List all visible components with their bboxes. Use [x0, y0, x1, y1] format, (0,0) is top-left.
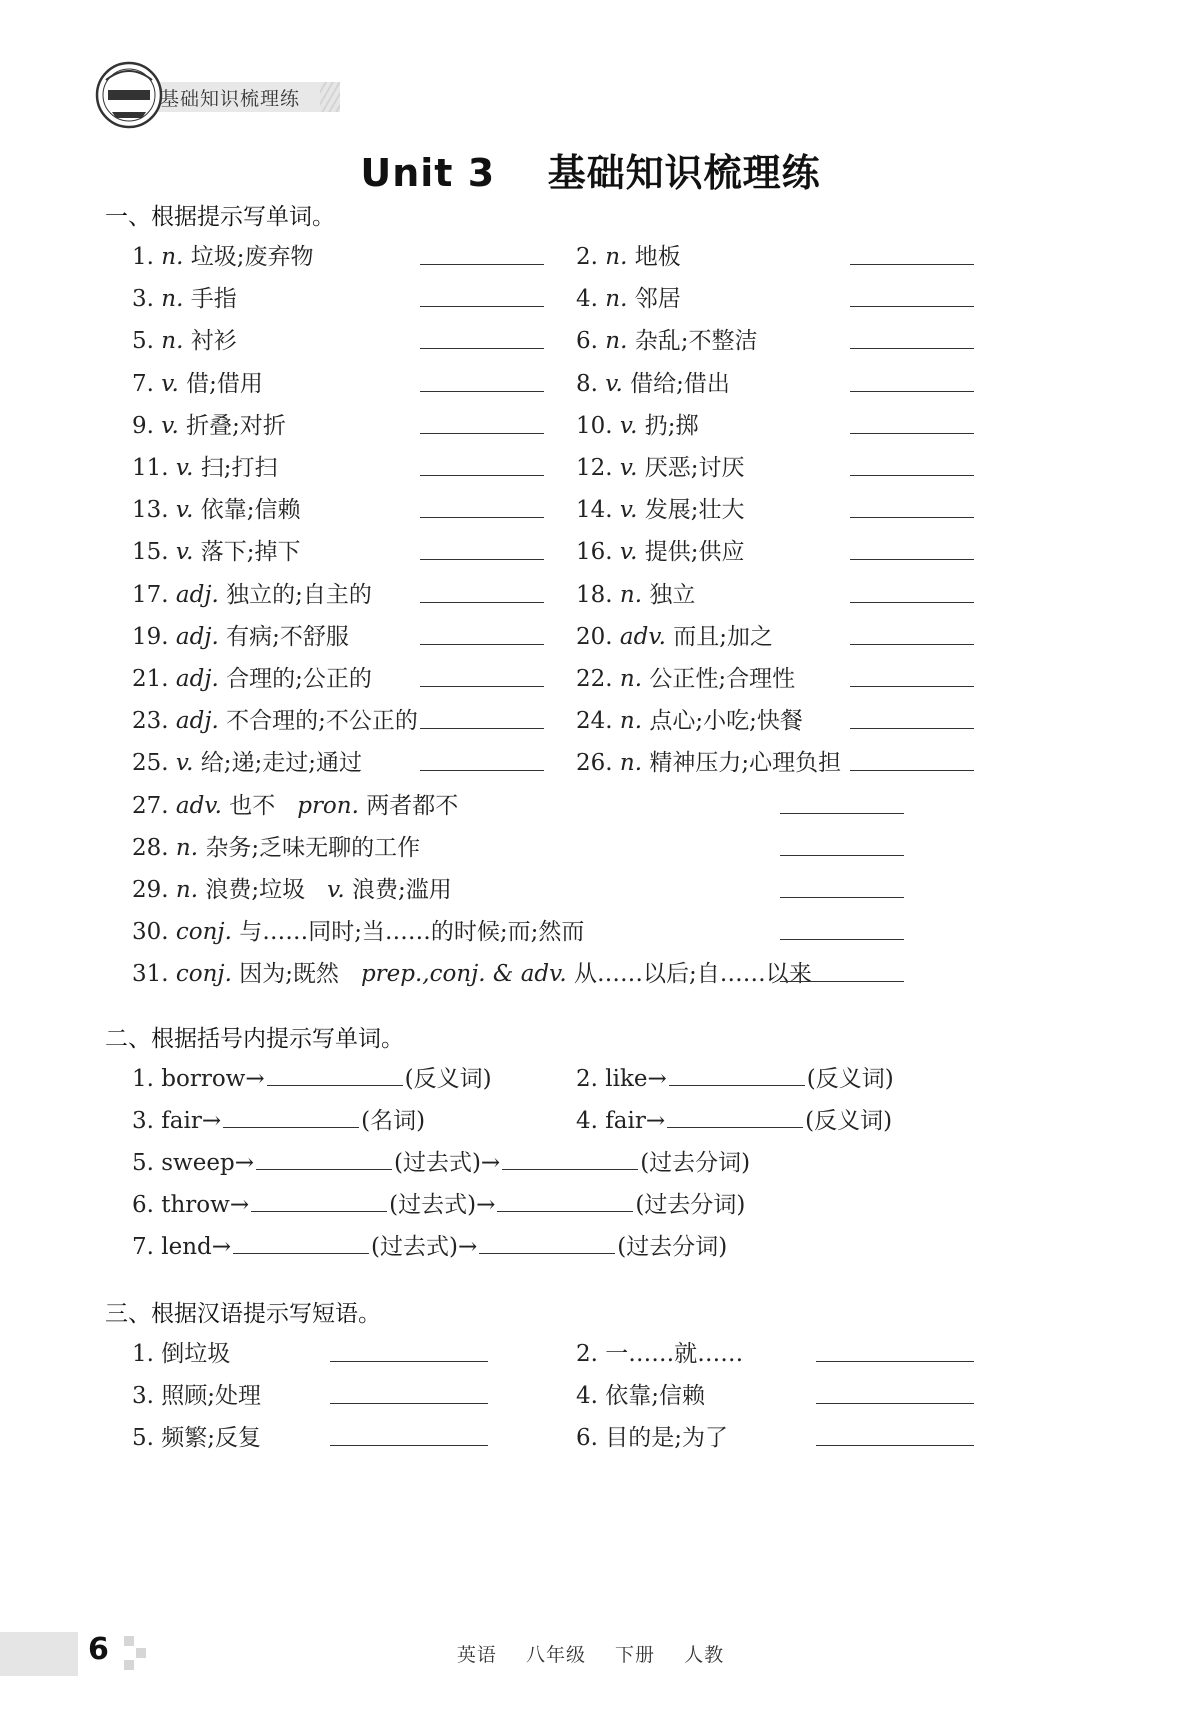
item-number: 4.	[576, 286, 598, 313]
vocab-item	[576, 660, 795, 693]
item-number: 20.	[576, 623, 613, 650]
hint: (过去分词)	[617, 1234, 728, 1260]
footer-book-info	[0, 1640, 1181, 1667]
part-of-speech: v.	[619, 539, 638, 566]
part-of-speech: n.	[161, 244, 184, 270]
answer-blank[interactable]	[420, 306, 544, 307]
definition: 而且;加之	[673, 623, 773, 650]
item-number: 22.	[576, 666, 613, 692]
word-form-item	[132, 1060, 492, 1093]
vocab-item	[132, 618, 349, 651]
item-number: 3.	[132, 286, 154, 313]
part-of-speech: n.	[175, 834, 199, 861]
part-of-speech: n.	[605, 286, 628, 313]
vocab-item	[132, 871, 452, 904]
definition: 有病;不舒服	[226, 623, 349, 650]
item-number: 17.	[132, 581, 169, 608]
hint: (反义词)	[806, 1066, 894, 1092]
phrase-item	[576, 1419, 728, 1452]
definition: 一……就……	[605, 1341, 744, 1367]
vocab-item	[576, 407, 699, 440]
definition: 独立	[649, 581, 696, 608]
word-form-item	[132, 1102, 425, 1135]
part-of-speech: v.	[161, 370, 179, 397]
part-of-speech: v.	[175, 497, 194, 524]
answer-blank[interactable]	[850, 475, 974, 476]
definition: 扫;打扫	[200, 455, 278, 481]
publisher-logo-icon	[94, 60, 164, 130]
item-prompt: 4. fair→	[576, 1108, 666, 1134]
answer-blank[interactable]	[780, 939, 904, 940]
part-of-speech: adj.	[175, 708, 219, 735]
definition: 照顾;处理	[161, 1383, 262, 1410]
title-name: 基础知识梳理练	[547, 151, 821, 195]
definition: 厌恶;讨厌	[644, 455, 745, 481]
answer-blank[interactable]	[251, 1189, 387, 1212]
answer-blank[interactable]	[850, 559, 974, 560]
answer-blank[interactable]	[223, 1105, 359, 1128]
part-of-speech: v.	[175, 455, 194, 481]
vocab-item	[576, 449, 745, 482]
part-of-speech: v.	[619, 412, 638, 439]
page-number: 6	[88, 1632, 109, 1667]
vocab-item	[132, 280, 237, 313]
part-of-speech: n.	[175, 877, 199, 903]
part-of-speech: v.	[161, 412, 179, 439]
vocab-item	[132, 787, 458, 820]
item-number: 5.	[132, 1425, 154, 1452]
answer-blank[interactable]	[850, 306, 974, 307]
answer-blank[interactable]	[816, 1403, 974, 1404]
vocab-item	[576, 576, 695, 609]
vocab-item	[132, 702, 418, 735]
item-number: 6.	[576, 1425, 598, 1452]
answer-blank[interactable]	[816, 1445, 974, 1446]
vocab-item	[576, 618, 773, 651]
answer-blank[interactable]	[780, 981, 904, 982]
word-form-item	[576, 1060, 894, 1093]
definition: 邻居	[634, 286, 681, 313]
answer-blank[interactable]	[479, 1231, 615, 1254]
part-of-speech: n.	[605, 328, 628, 355]
hint: (过去分词)	[640, 1150, 751, 1176]
section-1-heading: 一、根据提示写单词。	[105, 204, 335, 230]
definition: 精神压力;心理负担	[649, 750, 842, 777]
item-number: 31.	[132, 961, 169, 988]
item-number: 7.	[132, 370, 154, 397]
vocab-item	[132, 955, 812, 988]
item-number: 2.	[576, 1341, 598, 1367]
answer-blank[interactable]	[669, 1063, 805, 1086]
answer-blank[interactable]	[850, 517, 974, 518]
answer-blank[interactable]	[780, 813, 904, 814]
answer-blank[interactable]	[780, 897, 904, 898]
item-number: 6.	[576, 328, 598, 355]
part-of-speech: n.	[161, 328, 184, 355]
part-of-speech: v.	[619, 455, 638, 481]
answer-blank[interactable]	[420, 475, 544, 476]
footer-grade: 八年级	[525, 1644, 586, 1666]
answer-blank[interactable]	[850, 602, 974, 603]
definition: 借;借用	[186, 370, 263, 397]
answer-blank[interactable]	[420, 517, 544, 518]
answer-blank[interactable]	[330, 1361, 488, 1362]
phrase-item	[576, 1335, 743, 1368]
part-of-speech: n.	[605, 244, 628, 270]
answer-blank[interactable]	[420, 391, 544, 392]
vocab-item	[576, 533, 745, 566]
answer-blank[interactable]	[420, 644, 544, 645]
answer-blank[interactable]	[256, 1147, 392, 1170]
vocab-item	[576, 744, 841, 777]
word-form-item	[132, 1228, 727, 1261]
definition: 浪费;滥用	[351, 877, 452, 903]
item-number: 27.	[132, 792, 169, 819]
item-number: 26.	[576, 750, 613, 777]
item-prompt: 5. sweep→	[132, 1150, 254, 1176]
part-of-speech: adv.	[175, 792, 222, 819]
definition: 借给;借出	[630, 370, 730, 397]
vocab-item	[576, 238, 681, 271]
hint: (过去式)→	[389, 1192, 496, 1218]
footer-subject: 英语	[456, 1644, 497, 1666]
definition: 落下;掉下	[200, 539, 301, 566]
answer-blank[interactable]	[330, 1445, 488, 1446]
phrase-item	[132, 1419, 261, 1452]
item-number: 9.	[132, 412, 154, 439]
item-number: 14.	[576, 497, 613, 524]
answer-blank[interactable]	[850, 686, 974, 687]
footer-edition: 人教	[684, 1644, 725, 1666]
answer-blank[interactable]	[850, 348, 974, 349]
definition: 折叠;对折	[186, 412, 286, 439]
definition: 杂务;乏味无聊的工作	[205, 834, 421, 861]
definition: 衬衫	[190, 328, 237, 355]
item-number: 13.	[132, 497, 169, 524]
item-number: 16.	[576, 539, 613, 566]
answer-blank[interactable]	[667, 1105, 803, 1128]
answer-blank[interactable]	[420, 433, 544, 434]
part-of-speech: adj.	[175, 581, 219, 608]
vocab-item	[132, 449, 278, 482]
part-of-speech: conj.	[175, 961, 232, 988]
definition: 从……以后;自……以来	[574, 961, 812, 988]
item-number: 23.	[132, 708, 169, 735]
answer-blank[interactable]	[420, 264, 544, 265]
part-of-speech: adj.	[175, 666, 219, 692]
answer-blank[interactable]	[420, 686, 544, 687]
phrase-item	[132, 1377, 261, 1410]
vocab-item	[576, 491, 745, 524]
hint: (过去分词)	[635, 1192, 746, 1218]
item-prompt: 7. lend→	[132, 1234, 232, 1260]
definition: 也不	[229, 792, 276, 819]
word-form-item	[132, 1186, 745, 1219]
answer-blank[interactable]	[420, 602, 544, 603]
vocab-item	[132, 533, 301, 566]
item-number: 10.	[576, 412, 613, 439]
answer-blank[interactable]	[850, 644, 974, 645]
definition: 与……同时;当……的时候;而;然而	[239, 919, 585, 946]
vocab-item	[132, 491, 301, 524]
definition: 给;递;走过;通过	[200, 750, 363, 777]
definition: 不合理的;不公正的	[226, 708, 418, 735]
answer-blank[interactable]	[850, 433, 974, 434]
definition: 垃圾;废弃物	[190, 244, 314, 270]
vocab-item	[132, 913, 584, 946]
item-prompt: 3. fair→	[132, 1108, 222, 1134]
part-of-speech: pron.	[297, 792, 359, 819]
part-of-speech: adj.	[175, 623, 219, 650]
vocab-item	[576, 322, 757, 355]
answer-blank[interactable]	[816, 1361, 974, 1362]
item-number: 28.	[132, 834, 169, 861]
part-of-speech: n.	[619, 750, 643, 777]
part-of-speech: v.	[327, 877, 345, 903]
definition: 依靠;信赖	[200, 497, 301, 524]
hint: (过去式)→	[371, 1234, 478, 1260]
definition: 独立的;自主的	[226, 581, 372, 608]
definition: 浪费;垃圾	[205, 877, 306, 903]
definition: 合理的;公正的	[226, 666, 372, 692]
answer-blank[interactable]	[780, 855, 904, 856]
footer-volume: 下册	[615, 1644, 656, 1666]
hint: (反义词)	[404, 1066, 492, 1092]
part-of-speech: adv.	[619, 623, 666, 650]
part-of-speech: v.	[175, 539, 194, 566]
part-of-speech: v.	[605, 370, 623, 397]
item-number: 1.	[132, 1341, 154, 1367]
part-of-speech: n.	[619, 666, 643, 692]
answer-blank[interactable]	[497, 1189, 633, 1212]
answer-blank[interactable]	[267, 1063, 403, 1086]
part-of-speech: prep.,conj. & adv.	[360, 961, 567, 988]
definition: 点心;小吃;快餐	[649, 708, 803, 735]
part-of-speech: conj.	[175, 919, 232, 946]
word-form-item	[132, 1144, 750, 1177]
definition: 目的是;为了	[605, 1425, 729, 1452]
vocab-item	[132, 407, 286, 440]
phrase-item	[132, 1335, 230, 1368]
answer-blank[interactable]	[850, 391, 974, 392]
item-number: 3.	[132, 1383, 154, 1410]
vocab-item	[132, 744, 362, 777]
part-of-speech: v.	[619, 497, 638, 524]
definition: 两者都不	[366, 792, 459, 819]
definition: 杂乱;不整洁	[634, 328, 758, 355]
item-number: 24.	[576, 708, 613, 735]
vocab-item	[132, 660, 372, 693]
item-number: 1.	[132, 244, 154, 270]
answer-blank[interactable]	[420, 348, 544, 349]
item-number: 21.	[132, 666, 169, 692]
definition: 手指	[190, 286, 237, 313]
definition: 提供;供应	[644, 539, 745, 566]
item-number: 12.	[576, 455, 613, 481]
definition: 发展;壮大	[644, 497, 745, 524]
section-3-heading: 三、根据汉语提示写短语。	[105, 1301, 381, 1327]
part-of-speech: n.	[619, 708, 643, 735]
vocab-item	[576, 702, 803, 735]
definition: 因为;既然	[239, 961, 339, 988]
definition: 地板	[634, 244, 681, 270]
item-number: 30.	[132, 919, 169, 946]
vocab-item	[132, 576, 372, 609]
definition: 公正性;合理性	[649, 666, 796, 692]
vocab-item	[576, 280, 681, 313]
phrase-item	[576, 1377, 705, 1410]
item-number: 8.	[576, 370, 598, 397]
item-number: 29.	[132, 877, 169, 903]
answer-blank[interactable]	[330, 1403, 488, 1404]
item-number: 18.	[576, 581, 613, 608]
item-number: 25.	[132, 750, 169, 777]
vocab-item	[132, 238, 313, 271]
page-title	[0, 142, 1181, 197]
item-number: 15.	[132, 539, 169, 566]
vocab-item	[132, 829, 420, 862]
unit-label: Unit 3	[360, 151, 496, 195]
item-number: 5.	[132, 328, 154, 355]
item-number: 4.	[576, 1383, 598, 1410]
hint: (过去式)→	[393, 1150, 501, 1176]
item-number: 11.	[132, 455, 169, 481]
item-prompt: 6. throw→	[132, 1192, 250, 1218]
word-form-item	[576, 1102, 892, 1135]
answer-blank[interactable]	[233, 1231, 369, 1254]
part-of-speech: n.	[619, 581, 643, 608]
hint: (名词)	[361, 1108, 426, 1134]
answer-blank[interactable]	[420, 728, 544, 729]
definition: 频繁;反复	[161, 1425, 262, 1452]
definition: 扔;掷	[644, 412, 699, 439]
vocab-item	[132, 365, 263, 398]
item-prompt: 2. like→	[576, 1066, 667, 1092]
answer-blank[interactable]	[420, 559, 544, 560]
item-number: 19.	[132, 623, 169, 650]
part-of-speech: n.	[161, 286, 184, 313]
section-2-heading: 二、根据括号内提示写单词。	[105, 1026, 404, 1052]
vocab-item	[132, 322, 237, 355]
item-number: 2.	[576, 244, 598, 270]
hint: (反义词)	[805, 1108, 893, 1134]
answer-blank[interactable]	[850, 770, 974, 771]
vocab-item	[576, 365, 730, 398]
answer-blank[interactable]	[502, 1147, 638, 1170]
answer-blank[interactable]	[420, 770, 544, 771]
answer-blank[interactable]	[850, 264, 974, 265]
definition: 倒垃圾	[161, 1341, 231, 1367]
item-prompt: 1. borrow→	[132, 1066, 265, 1092]
definition: 依靠;信赖	[605, 1383, 706, 1410]
header-label: 基础知识梳理练	[160, 88, 301, 110]
part-of-speech: v.	[175, 750, 194, 777]
answer-blank[interactable]	[850, 728, 974, 729]
